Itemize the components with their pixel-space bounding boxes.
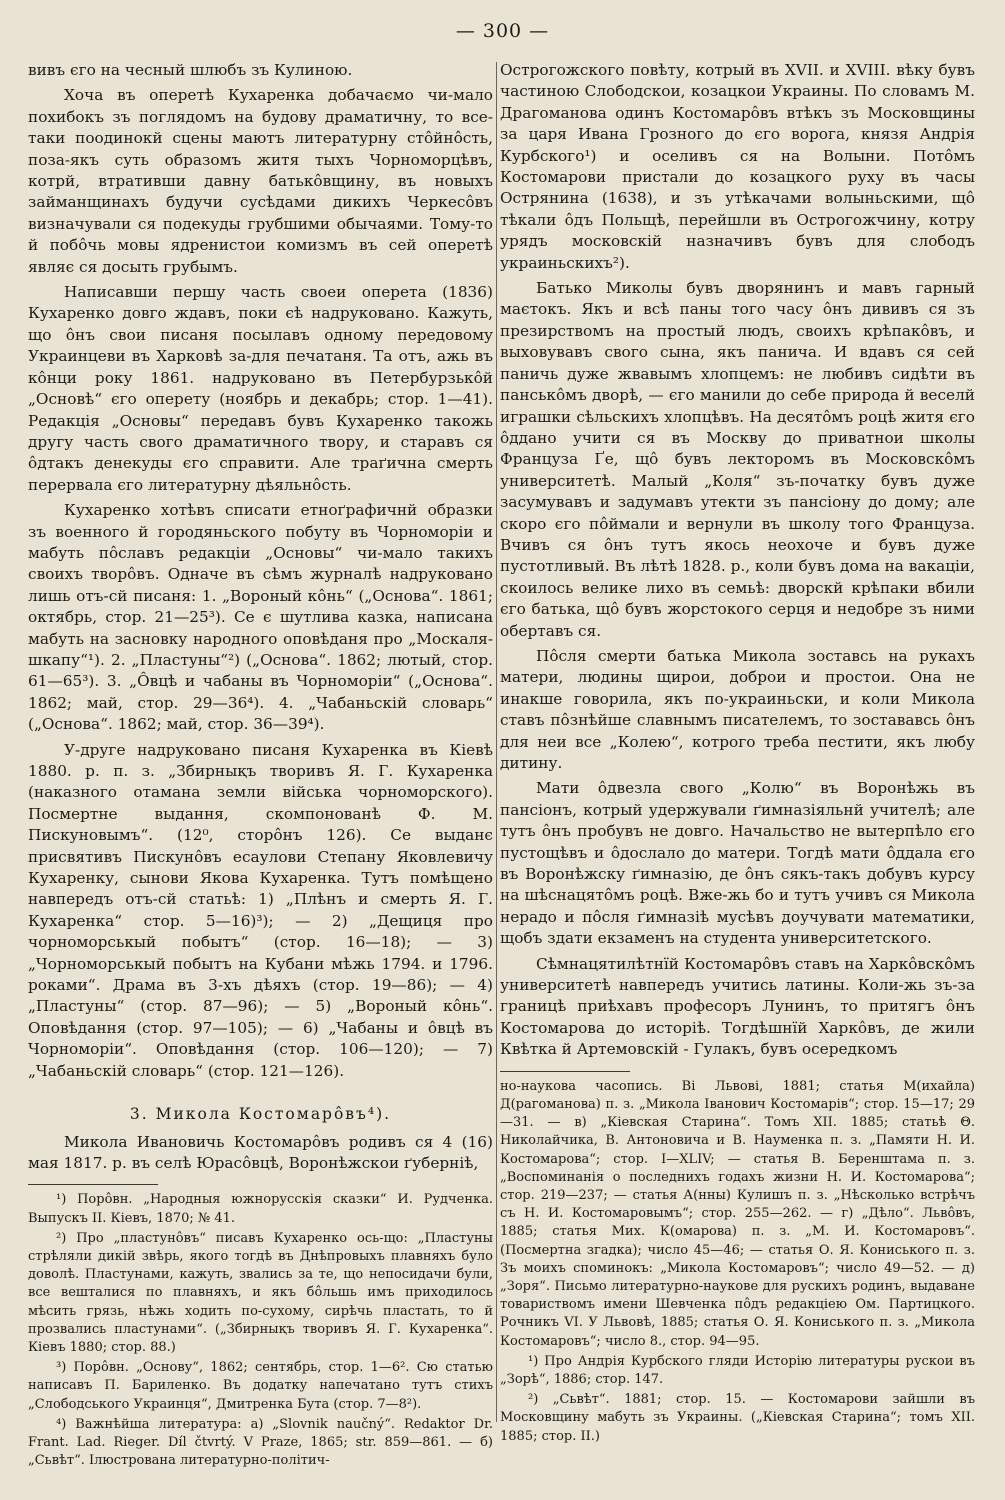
paragraph: Сѣмнацятилѣтнїй Костомарôвъ ставъ на Харкôвскôмъ университетѣ навпередъ учитись латины. Коли-жь зъ-за границѣ приѣхавъ професоръ Лунинъ, то притягъ ôнъ Костомарова до исторіѣ. Тогдѣшнїй Харкôвъ, де жили Квѣтка й Артемовскій - Гулакъ, бувъ осередкомъ: [500, 954, 975, 1059]
paragraph: Мати ôдвезла свого „Колю“ въ Воронѣжь въ пансіонъ, котрый удержували ґимназіяльнй учителѣ; але тутъ ôнъ пробувъ не довго. Начальство не вытерпѣло єго пустощѣвъ и ôдослало до матери. Тогдѣ мати ôддала єго въ Воронѣжску ґимназію, де ôнъ сякъ-такъ добувъ курсу на шѣснацятôмъ роцѣ. Вже-жь бо и тутъ учивъ ся Микола нерадо и пôсля ґимназіѣ мусѣвъ доучувати математики, щобъ здати екзаменъ на студента университетского.: [500, 779, 975, 948]
column-divider: [496, 62, 497, 1422]
paragraph: Хоча въ оперетѣ Кухаренка добачаємо чи-мало похибокъ зъ поглядомъ на будову драматичну, то все-таки поодинокй сцены маютъ литературну стôйнôсть, поза-якъ суть образомъ житя тыхъ Чорноморцѣвъ, котрй, втративши давну батькôвщину, въ новыхъ займанщинахъ будучи сусѣдами дикихъ Черкесôвъ визначували ся подекуды грубшими обычаями. Тому-то й побôчь мовы ядренистои комизмъ въ сей оперетѣ являє ся досыть грубымъ.: [28, 86, 493, 276]
paragraph: Батько Миколы бувъ дворянинъ и мавъ гарный маєтокъ. Якъ и всѣ паны того часу ôнъ дививъ ся зъ презирствомъ на простый людъ, своихъ крѣпакôвъ, и выховувавъ свого сына, якъ панича. И вдавъ ся сей паничь дуже жвавымъ хлопцемъ: не любивъ сидѣти въ панськôмъ дворѣ, — єго манили до себе природа й веселй играшки сѣльскихъ хлопцѣвъ. На десятôмъ роцѣ житя єго ôддано учити ся въ Москву до приватнои школы Француза Ґе, щô бувъ лекторомъ въ Московскôмъ университетѣ. Малый „Коля“ зъ-початку бувъ дуже засумувавъ и задумавъ утекти зъ пансіону до дому; але скоро єго пôймали и вернули въ школу того Француза. Вчивъ ся ôнъ тутъ якось неохоче и бувъ дуже пустотливый. Въ лѣтѣ 1828. р., коли бувъ дома на вакаціи, скоилось велике лихо въ семьѣ: дворскй крѣпаки вбили єго батька, щô бувъ жорстокого серця и недобре зъ ними обертавъ ся.: [500, 279, 975, 640]
page-number: — 300 —: [455, 20, 550, 42]
footnote-separator: [28, 1184, 158, 1185]
paragraph: У-друге надруковано писаня Кухаренка въ Кіевѣ 1880. р. п. з. „Збирнықъ творивъ Я. Г. Кухаренка (наказного отамана земли війська чорноморского). Посмертне выдання, скомпонованѣ Ф. М. Пискуновымъ“. (12⁰, сторôнъ 126). Се выданє присвятивъ Пискунôвъ есаулови Степану Яковлевичу Кухаренку, сынови Якова Кухаренка. Тутъ помѣщено навпередъ отъ-сй статьѣ: 1) „Плѣнъ и смерть Я. Г. Кухаренка“ стор. 5—16)³); — 2) „Дещиця про чорноморськый побытъ“ (стор. 16—18); — 3) „Чорноморськый побытъ на Кубани мѣжь 1794. и 1796. роками“. Драма въ 3-хъ дѣяхъ (стор. 19—86); — 4) „Пластуны“ (стор. 87—96); — 5) „Вороный кôнь“. Оповѣдання (стор. 97—105); — 6) „Чабаны и ôвцѣ въ Чорноморіи“. Оповѣдання (стор. 106—120); — 7) „Чабаньскій словарь“ (стор. 121—126).: [28, 740, 493, 1080]
paragraph: Острогожского повѣту, котрый въ XVII. и XVIII. вѣку бувъ частиною Слободскои, козацкои Украины. По словамъ М. Драгоманова одинъ Костомарôвъ втѣкъ зъ Московщины за царя Ивана Грозного до єго ворога, князя Андрія Курбского¹) и оселивъ ся на Волыни. Потôмъ Костомарови пристали до козацкого руху въ часы Острянина (1638), и зъ утѣкачами волыньскими, щô тѣкали ôдъ Польщѣ, перейшли въ Острогожчину, котру урядъ московскій назначивъ бувъ для слободъ украиньскихъ²).: [500, 61, 975, 272]
footnote: но-наукова часопись. Ві Львові, 1881; статья М(ихайла) Д(рагоманова) п. з. „Микола Іванович Костомарів“; стор. 15—17; 29—31. — в) „Кіевская Старина“. Томъ XII. 1885; статьѣ Θ. Николайчика, В. Антоновича и В. Науменка п. з. „Памяти Н. И. Костомарова“; стор. I—XLIV; — статья В. Беренштама п. з. „Воспоминанія о последнихъ годахъ жизни Н. И. Костомарова“; стор. 219—237; — статья А(нны) Кулишъ п. з. „Нѣсколько встрѣчъ съ Н. И. Костомаровымъ“; стор. 255—262. — г) „Дѣло“. Львôвъ, 1885; статья Мих. К(омарова) п. з. „М. И. Костомаровъ“. (Посмертна згадка); число 45—46; — статья О. Я. Кониського п. з. Зъ моихъ споминокъ: „Микола Костомаровъ“; число 49—52. — д) „Зоря“. Письмо литературно-наукове для рускихъ родинъ, выдаване товариствомъ имени Шевченка пôдъ редакціею Ом. Партицкого. Рочникъ VI. У Львовѣ, 1885; статья О. Я. Кониського п. з. „Микола Костомаровъ“; число 8., стор. 94—95.: [500, 1078, 975, 1349]
footnote: ²) „Сьвѣт“. 1881; стор. 15. — Костомарови зайшли въ Московщину мабуть зъ Украины. („Кіевская Старина“; томъ XII. 1885; стор. II.): [500, 1392, 975, 1444]
paragraph: Микола Ивановичь Костомарôвъ родивъ ся 4 (16) мая 1817. р. въ селѣ Юрасôвцѣ, Воронѣжскои ґуберніѣ,: [28, 1132, 493, 1172]
footnote: ¹) Порôвн. „Народныя южнорусскія сказки“ И. Рудченка. Выпускъ II. Кіевъ, 1870; № 41.: [28, 1192, 493, 1226]
paragraph: вивъ єго на чесный шлюбъ зъ Кулиною.: [28, 61, 353, 79]
section-heading: 3. Микола Костомарôвъ⁴).: [129, 1105, 392, 1124]
right-column: [500, 60, 975, 1480]
footnote: ²) Про „пластунôвъ“ писавъ Кухаренко ось-що: „Пластуны стрѣляли дикій звѣрь, якого тогдѣ въ Днѣпровыхъ плавняхъ було доволѣ. Пластунами, кажуть, звались за те, що непосидачи були, все вешталися по плавняхъ, и якъ бôльшь имъ приходилось мѣсить грязь, нѣжь ходить по-сухому, сирѣчь пластать, то й прозвались пластунами“. („Збирнықъ творивъ Я. Г. Кухаренка“. Кіевъ 1880; стор. 88.): [28, 1230, 493, 1355]
paragraph: Пôсля смерти батька Микола зоставсь на рукахъ матери, людины щирои, доброи и простои. Она не инакше говорила, якъ по-украиньски, и коли Микола ставъ пôзнѣйше славнымъ писателемъ, то зостававсь ôнъ для неи все „Колею“, котрого треба пестити, якъ любу дитину.: [500, 646, 975, 772]
footnote: ¹) Про Андрія Курбского гляди Исторію литературы рускои въ „Зорѣ“, 1886; стор. 147.: [500, 1353, 975, 1387]
left-column: [28, 60, 493, 1480]
footnote: ⁴) Важнѣйша литература: а) „Slovnik naučný“. Redaktor Dr. Frant. Lad. Rieger. Díl čtvrtý. V Praze, 1865; str. 859—861. — б) „Сьвѣт“. Ілюстрована литературно-політич-: [28, 1416, 493, 1469]
footnote: ³) Порôвн. „Основу“, 1862; сентябрь, стор. 1—6². Сю статью написавъ П. Бариленко. Въ додатку напечатано тутъ стихъ „Слободського Украинця“, Дмитренка Бута (стор. 7—8²).: [28, 1360, 493, 1412]
paragraph: Кухаренко хотѣвъ списати етноґрафичнй образки зъ военного й городяньского побуту въ Чорноморіи и мабуть пôславъ редакціи „Основы“ чи-мало такихъ своихъ творôвъ. Одначе въ сѣмъ журналѣ надруковано лишь отъ-сй писаня: 1. „Вороный кôнь“ („Основа“. 1861; октябрь, стор. 21—25³). Се є шутлива казка, написана мабуть на засновку народного оповѣданя про „Москаля-шкапу“¹). 2. „Пластуны“²) („Основа“. 1862; лютый, стор. 61—65³). 3. „Ôвцѣ и чабаны въ Чорноморіи“ („Основа“. 1862; май, стор. 29—36⁴). 4. „Чабаньскій словарь“ („Основа“. 1862; май, стор. 36—39⁴).: [28, 501, 493, 734]
footnote-separator: [500, 1071, 630, 1072]
paragraph: Написавши першу часть своеи оперета (1836) Кухаренко довго ждавъ, поки єѣ надруковано. Кажуть, що ôнъ свои писаня посылавъ одному передовому Украинцеви въ Харковѣ за-для печатаня. Та отъ, ажь въ кôнци року 1861. надруковано въ Петербурзькôй „Основѣ“ єго оперету (ноябрь и декабрь; стор. 1—41). Редакція „Основы“ передавъ бувъ Кухаренко такожь другу часть свого драматичного твору, и старавъ ся ôдтакъ денекуды єго справити. Але траґична смерть перервала єго литературну дѣяльнôсть.: [28, 283, 493, 494]
